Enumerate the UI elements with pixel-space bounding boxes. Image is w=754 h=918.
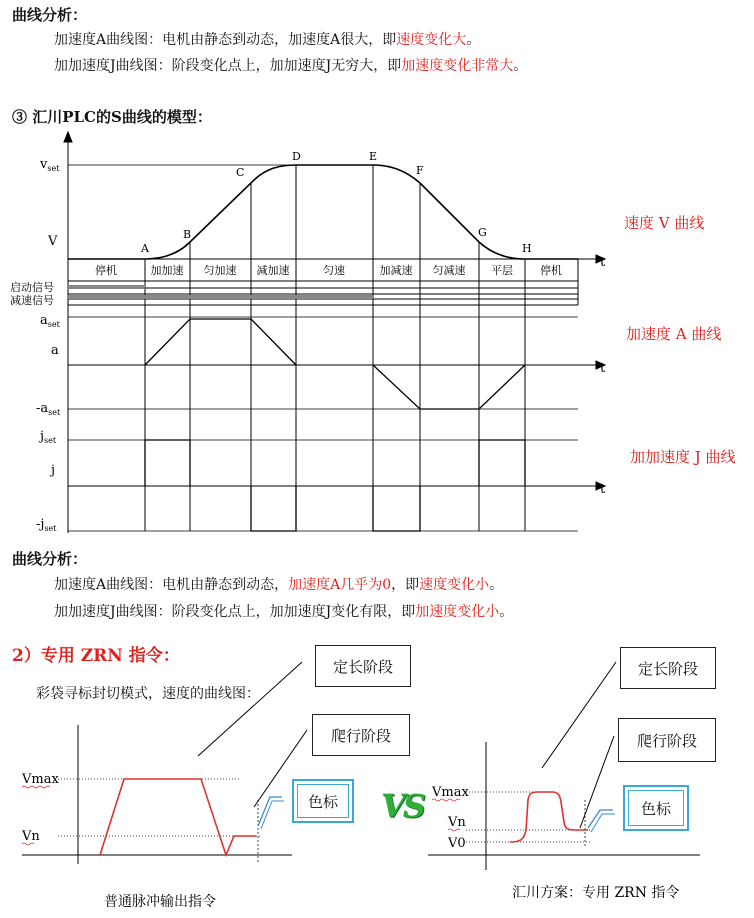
- analysis-line-2: [54, 55, 527, 75]
- phase-label: 匀减速: [432, 264, 466, 277]
- fixed-length-box: 定长阶段: [315, 645, 411, 687]
- label-j: j: [51, 463, 56, 478]
- decel-curve: [373, 365, 525, 409]
- speed-curve: [100, 779, 256, 855]
- s-curve-diagram: [0, 128, 620, 538]
- phase-label: 停机: [540, 264, 562, 277]
- point-label: H: [522, 242, 532, 255]
- highlight-text: 速度变化大: [396, 32, 467, 48]
- label-neg-aset: $-a_{set}$: [36, 401, 61, 417]
- analysis-line-3: [54, 574, 503, 594]
- analysis-line-1: [54, 29, 480, 49]
- color-mark-box: 色标: [623, 785, 689, 831]
- phase-label: 加减速: [379, 264, 413, 277]
- text-segment: ，即: [391, 577, 420, 593]
- jerk-pulse: [479, 440, 525, 486]
- s-curve-heading: ③ 汇川PLC的S曲线的模型：: [12, 108, 212, 126]
- point-label: E: [369, 150, 378, 163]
- phase-label: 减加速: [256, 264, 290, 277]
- left-caption: 普通脉冲输出指令: [104, 894, 216, 910]
- highlight-text: 加速度A几乎为0: [288, 577, 392, 593]
- zrn-chart: [420, 650, 754, 918]
- point-label: C: [236, 166, 245, 179]
- phase-label: 平层: [491, 264, 513, 277]
- analysis-heading-2: 曲线分析：: [12, 550, 88, 568]
- point-label: B: [183, 228, 192, 241]
- accel-curve: [145, 319, 296, 365]
- point-label: G: [478, 226, 487, 239]
- highlight-text: 加速度变化非常大: [401, 58, 514, 74]
- phase-label: 匀加速: [203, 264, 237, 277]
- point-label: D: [292, 150, 301, 163]
- label-t: t: [600, 361, 606, 376]
- label-jset: $j_{set}$: [40, 429, 57, 445]
- label-v: V: [48, 234, 58, 249]
- speed-curve: [510, 792, 588, 842]
- fixed-length-box: 定长阶段: [620, 647, 716, 689]
- text-segment: 加加速度J曲线图：阶段变化点上，加加速度J变化有限，即: [54, 604, 416, 620]
- jerk-pulse: [251, 486, 296, 531]
- vmax-label: Vmax: [432, 785, 469, 800]
- phase-label: 加加速: [150, 264, 184, 277]
- decel-signal-label: 减速信号: [10, 294, 54, 307]
- color-mark-box: 色标: [292, 779, 354, 823]
- creep-box: 爬行阶段: [312, 714, 410, 756]
- vn-label: Vn: [22, 829, 40, 844]
- jerk-curve-label: 加加速度 J 曲线: [630, 448, 736, 466]
- start-signal-label: 启动信号: [10, 281, 54, 294]
- text-segment: 加速度A曲线图：电机由静态到动态，加速度A很大，即: [54, 32, 397, 48]
- phase-label: 匀速: [323, 264, 345, 277]
- text-segment: 。: [466, 32, 481, 48]
- phase-label: 停机: [95, 264, 117, 277]
- label-t: t: [600, 482, 606, 497]
- axis-arrow-icon: [64, 132, 72, 142]
- jerk-pulse: [373, 486, 420, 531]
- right-caption: 汇川方案：专用 ZRN 指令: [512, 885, 680, 901]
- v0-label: V0: [448, 836, 466, 851]
- label-a: a: [51, 343, 59, 358]
- text-segment: 。: [489, 577, 504, 593]
- label-t: t: [600, 255, 606, 270]
- label-vset: $v_{set}$: [40, 157, 60, 173]
- vs-logo: VS: [381, 787, 423, 825]
- zrn-heading: 2）专用 ZRN 指令：: [12, 646, 180, 666]
- analysis-heading-1: 曲线分析：: [12, 6, 88, 24]
- zrn-subheading: 彩袋寻标封切模式，速度的曲线图：: [36, 686, 260, 702]
- analysis-line-4: [54, 601, 513, 621]
- label-aset: $a_{set}$: [40, 313, 60, 329]
- accel-curve-label: 加速度 A 曲线: [626, 325, 722, 343]
- text-segment: 加加速度J曲线图：阶段变化点上，加加速度J无穷大，即: [54, 58, 402, 74]
- highlight-text: 加速度变化小: [415, 604, 500, 620]
- point-label: A: [141, 242, 149, 255]
- label-neg-jset: $-j_{set}$: [36, 517, 57, 533]
- vn-label: Vn: [448, 815, 466, 830]
- point-label: F: [416, 164, 424, 177]
- text-segment: 加速度A曲线图：电机由静态到动态，: [54, 577, 289, 593]
- vmax-label: Vmax: [22, 772, 59, 787]
- speed-curve-label: 速度 V 曲线: [624, 214, 705, 232]
- text-segment: 。: [499, 604, 514, 620]
- jerk-pulse: [145, 440, 190, 486]
- creep-box: 爬行阶段: [618, 718, 716, 762]
- highlight-text: 速度变化小: [419, 577, 490, 593]
- text-segment: 。: [513, 58, 528, 74]
